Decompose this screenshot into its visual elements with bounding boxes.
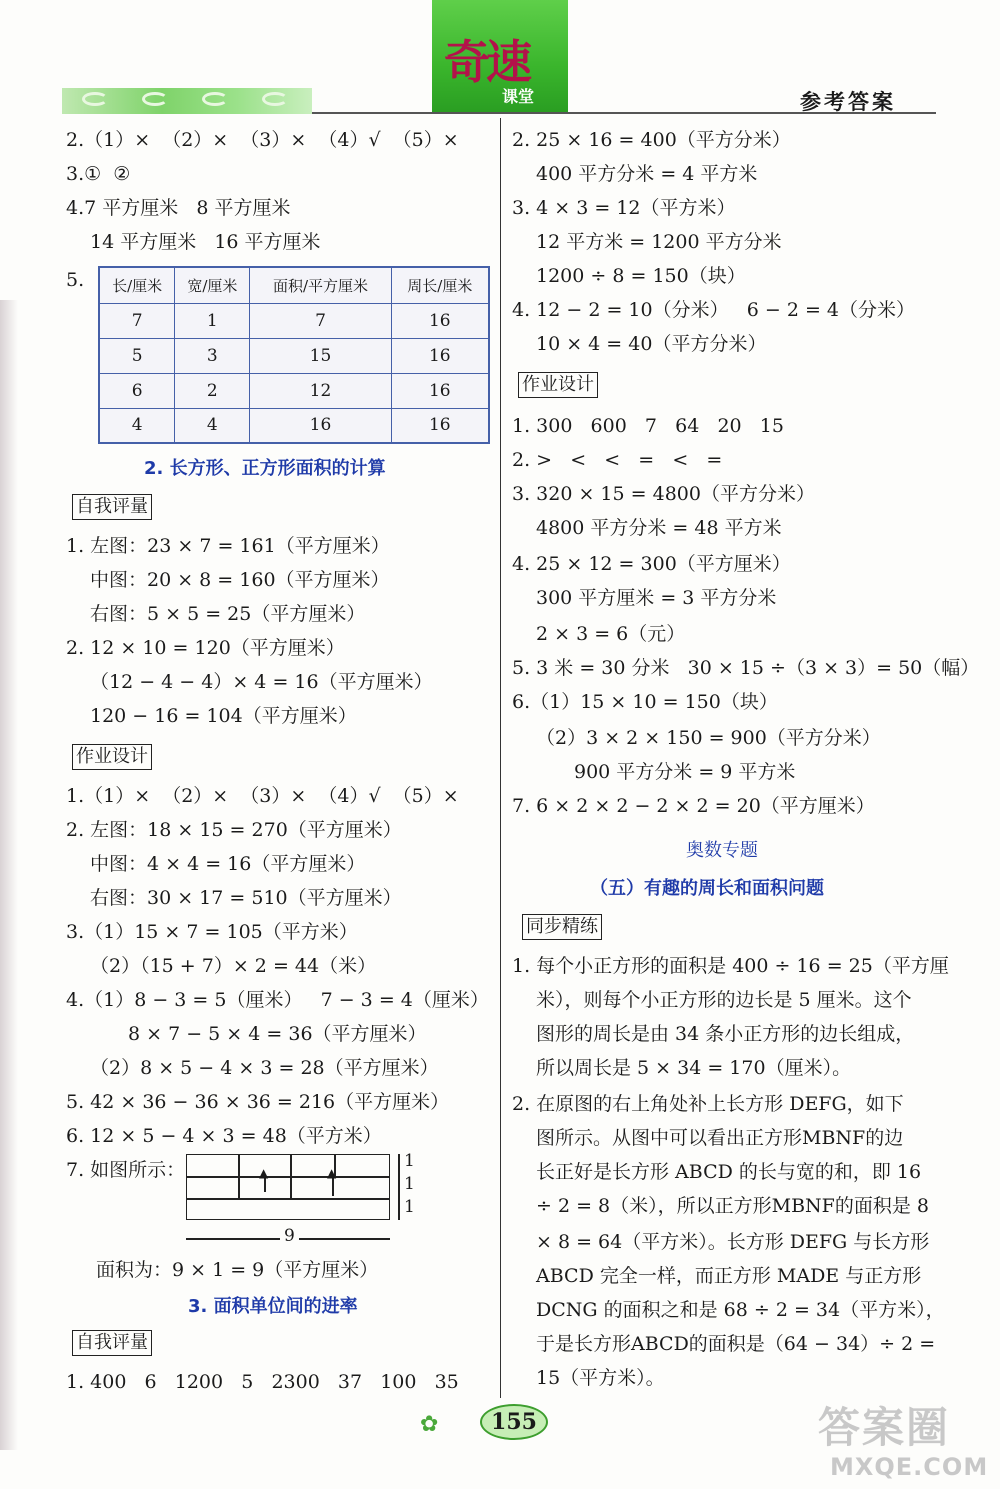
table-cell: 16 <box>391 373 489 408</box>
table-header: 宽/厘米 <box>175 267 250 303</box>
answer-line: × 8 = 64（平方米）。长方形 DEFG 与长方形 <box>536 1231 930 1253</box>
logo-text: 奇速 <box>444 35 528 89</box>
answer-line: 1. 每个小正方形的面积是 400 ÷ 16 = 25（平方厘 <box>512 955 949 977</box>
answer-line: 10 × 4 = 40（平方分米） <box>536 333 767 355</box>
figure-line <box>238 1154 240 1198</box>
section-box-label: 自我评量 <box>72 494 152 520</box>
answer-line: 2.（1）× （2）× （3）× （4）√ （5）× <box>66 129 459 151</box>
answer-line: 7. 6 × 2 × 2 − 2 × 2 = 20（平方厘米） <box>512 795 875 817</box>
answer-line: 400 平方分米 = 4 平方米 <box>536 163 758 185</box>
answer-line: 2. 12 × 10 = 120（平方厘米） <box>66 637 345 659</box>
answer-line: 长正好是长方形 ABCD 的长与宽的和，即 16 <box>536 1161 922 1183</box>
answer-line: 右图：5 × 5 = 25（平方厘米） <box>90 603 366 625</box>
page-title: 参考答案 <box>800 89 896 114</box>
table-row <box>99 303 489 338</box>
table-header: 长/厘米 <box>99 267 175 303</box>
answer-line: 300 平方厘米 = 3 平方分米 <box>536 587 777 609</box>
table-cell: 4 <box>175 408 250 443</box>
section-title: 奥数专题 <box>686 840 758 861</box>
answer-line: 1200 ÷ 8 = 150（块） <box>536 265 746 287</box>
answer-number: 5. <box>66 269 85 291</box>
answer-line: 所以周长是 5 × 34 = 170（厘米）。 <box>536 1057 852 1079</box>
table-cell: 16 <box>391 408 489 443</box>
table-cell: 3 <box>175 338 250 373</box>
answer-line: 4.7 平方厘米 8 平方厘米 <box>66 197 291 219</box>
table-header-row <box>99 267 489 303</box>
answer-line: 2. 在原图的右上角处补上长方形 DEFG，如下 <box>512 1093 904 1115</box>
table-cell: 7 <box>99 303 175 338</box>
dimension-label: 1 <box>404 1174 415 1194</box>
figure-outline <box>186 1154 390 1220</box>
answer-line: 120 − 16 = 104（平方厘米） <box>90 705 357 727</box>
answer-line: 6. 12 × 5 − 4 × 3 = 48（平方米） <box>66 1125 382 1147</box>
answer-line: 图所示。从图中可以看出正方形MBNF的边 <box>536 1127 904 1149</box>
answer-line: 中图：20 × 8 = 160（平方厘米） <box>90 569 390 591</box>
logo-subtext: 课堂 <box>502 87 535 106</box>
answer-line: 8 × 7 − 5 × 4 = 36（平方厘米） <box>128 1023 427 1045</box>
answer-line: 6.（1）15 × 10 = 150（块） <box>512 691 778 713</box>
answer-line: 5. 3 米 = 30 分米 30 × 15 ÷（3 × 3）= 50（幅） <box>512 657 980 679</box>
section-box-label: 自我评量 <box>72 1330 152 1356</box>
table-cell: 16 <box>391 303 489 338</box>
answer-line: 4. 12 − 2 = 10（分米） 6 − 2 = 4（分米） <box>512 299 915 321</box>
arrow-up-icon: ▲ <box>327 1166 337 1180</box>
answer-line: 3.（1）15 × 7 = 105（平方米） <box>66 921 358 943</box>
swirl-ornament-icon: ✿ <box>420 1412 439 1437</box>
dimension-line <box>398 1154 400 1220</box>
answer-line: 于是长方形ABCD的面积是（64 − 34）÷ 2 = <box>536 1333 936 1355</box>
dimension-label: 9 <box>280 1226 299 1246</box>
section-box-label: 同步精练 <box>522 914 602 940</box>
header-decorative-band <box>62 88 312 114</box>
answer-line: 米），则每个小正方形的边长是 5 厘米。这个 <box>536 989 912 1011</box>
answer-line: 5. 42 × 36 − 36 × 36 = 216（平方厘米） <box>66 1091 450 1113</box>
answer-line: 3. 320 × 15 = 4800（平方分米） <box>512 483 815 505</box>
table-cell: 4 <box>99 408 175 443</box>
table-cell: 15 <box>250 338 391 373</box>
rectangle-table <box>98 266 490 444</box>
table-cell: 2 <box>175 373 250 408</box>
table-cell: 16 <box>250 408 391 443</box>
answer-line: （2）3 × 2 × 150 = 900（平方分米） <box>536 727 881 749</box>
answer-line: 3. 4 × 3 = 12（平方米） <box>512 197 736 219</box>
table-header: 面积/平方厘米 <box>250 267 391 303</box>
watermark <box>800 1395 1000 1489</box>
answer-line: ABCD 完全一样，而正方形 MADE 与正方形 <box>536 1265 922 1287</box>
table-cell: 5 <box>99 338 175 373</box>
page-number: 155 <box>480 1404 548 1440</box>
section-title: 3. 面积单位间的进率 <box>188 1296 358 1317</box>
answer-line: 1.（1）× （2）× （3）× （4）√ （5）× <box>66 785 459 807</box>
answer-line: 3.① ② <box>66 163 131 185</box>
table-cell: 12 <box>250 373 391 408</box>
answer-line: （2）（15 + 7）× 2 = 44（米） <box>90 955 377 977</box>
answer-line: （12 − 4 − 4）× 4 = 16（平方厘米） <box>90 671 433 693</box>
figure-line <box>186 1176 390 1178</box>
answer-line: 1. 300 600 7 64 20 15 <box>512 415 784 437</box>
table-row <box>99 373 489 408</box>
section-title: 2. 长方形、正方形面积的计算 <box>144 458 386 479</box>
answer-line: （2）8 × 5 − 4 × 3 = 28（平方厘米） <box>90 1057 439 1079</box>
figure-line <box>186 1198 390 1200</box>
table-cell: 1 <box>175 303 250 338</box>
arrow-up-icon: ▲ <box>259 1166 269 1180</box>
answer-line: 面积为：9 × 1 = 9（平方厘米） <box>96 1259 379 1281</box>
watermark-logo: 答案圈 <box>818 1403 951 1452</box>
answer-line: DCNG 的面积之和是 68 ÷ 2 = 34（平方米）， <box>536 1299 945 1321</box>
page-edge-shadow <box>0 300 18 1450</box>
answer-line: 右图：30 × 17 = 510（平方厘米） <box>90 887 402 909</box>
column-divider <box>500 118 501 1398</box>
table-cell: 6 <box>99 373 175 408</box>
section-box-label: 作业设计 <box>72 744 152 770</box>
dimension-label: 1 <box>404 1151 415 1171</box>
answer-line: 2. 25 × 16 = 400（平方分米） <box>512 129 791 151</box>
answer-line: 1. 400 6 1200 5 2300 37 100 35 <box>66 1371 459 1393</box>
table-cell: 16 <box>391 338 489 373</box>
watermark-url: MXQE.COM <box>830 1453 989 1481</box>
answer-line: 2. 左图：18 × 15 = 270（平方厘米） <box>66 819 402 841</box>
answer-line: 12 平方米 = 1200 平方分米 <box>536 231 782 253</box>
answer-line: 4.（1）8 − 3 = 5（厘米） 7 − 3 = 4（厘米） <box>66 989 489 1011</box>
answer-line: 4800 平方分米 = 48 平方米 <box>536 517 782 539</box>
table-header: 周长/厘米 <box>391 267 489 303</box>
table-row <box>99 408 489 443</box>
section-title: （五）有趣的周长和面积问题 <box>590 878 824 899</box>
answer-line: 2 × 3 = 6（元） <box>536 623 686 645</box>
figure-line <box>290 1154 292 1198</box>
answer-line: 图形的周长是由 34 条小正方形的边长组成， <box>536 1023 915 1045</box>
answer-line: 7. 如图所示： <box>66 1159 186 1181</box>
answer-line: 14 平方厘米 16 平方厘米 <box>90 231 321 253</box>
table-row <box>99 338 489 373</box>
brand-logo <box>432 0 568 112</box>
answer-line: ÷ 2 = 8（米），所以正方形MBNF的面积是 8 <box>536 1195 929 1217</box>
section-box-label: 作业设计 <box>518 372 598 398</box>
answer-line: 15（平方米）。 <box>536 1367 665 1389</box>
table-cell: 7 <box>250 303 391 338</box>
answer-line: 2. > < < = < = <box>512 449 723 471</box>
answer-line: 中图：4 × 4 = 16（平方厘米） <box>90 853 366 875</box>
dimension-label: 1 <box>404 1197 415 1217</box>
answer-line: 900 平方分米 = 9 平方米 <box>574 761 796 783</box>
answer-line: 1. 左图：23 × 7 = 161（平方厘米） <box>66 535 390 557</box>
answer-line: 4. 25 × 12 = 300（平方厘米） <box>512 553 791 575</box>
